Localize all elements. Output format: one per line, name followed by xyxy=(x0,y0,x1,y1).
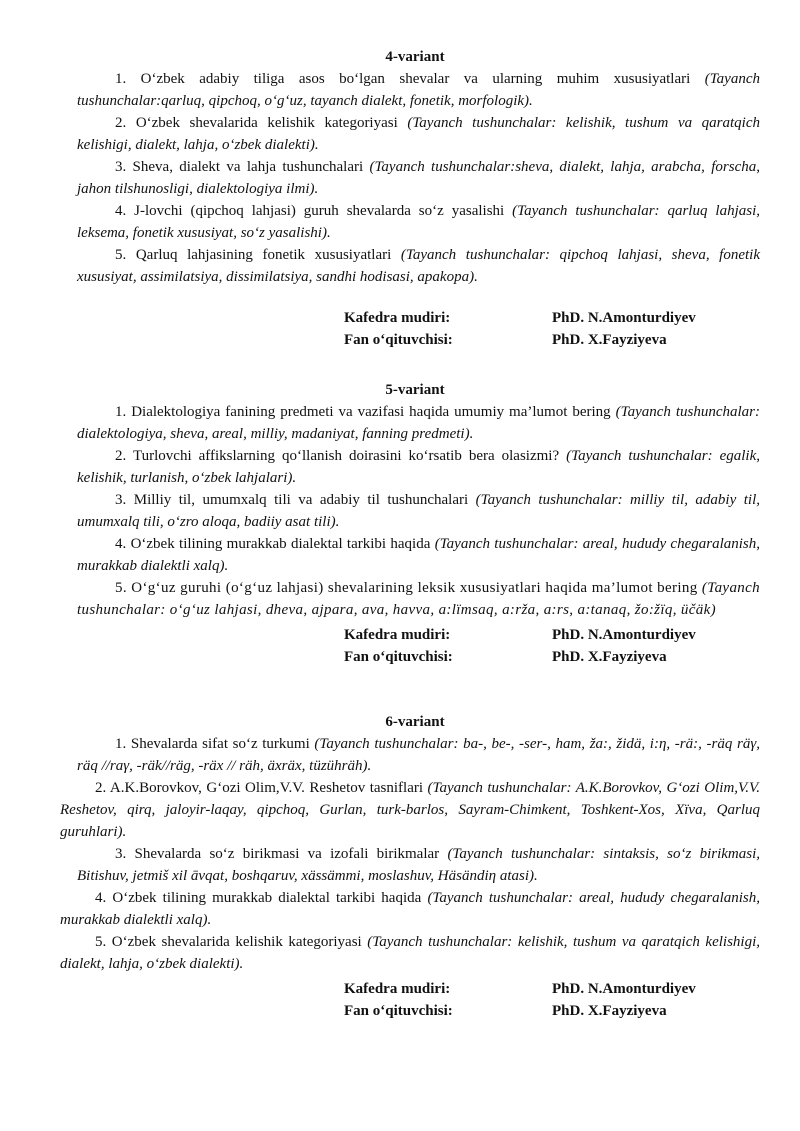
question-item xyxy=(77,401,760,445)
question-item xyxy=(77,577,760,621)
question-text: 1. Shevalarda sifat so‘z turkumi xyxy=(115,736,315,752)
question-item xyxy=(77,244,760,288)
signature-label: Kafedra mudiri: xyxy=(344,627,451,643)
signature-name: PhD. X.Fayziyeva xyxy=(552,1003,667,1019)
question-keywords: (Tayanch tushunchalar: qipchoq lahjasi, sheva, fonetik xususiyat, assimilatsiya, dissimilatsiya, sandhi hodisasi, apakopa). xyxy=(77,247,761,285)
signature-label: Kafedra mudiri: xyxy=(344,310,451,326)
question-keywords: (Tayanch tushunchalar: egalik, kelishik, turlanish, o‘zbek lahjalari). xyxy=(77,448,760,486)
question-keywords: (Tayanch tushunchalar: o‘g‘uz lahjasi, dheva, ajpara, ava, havva, a:lïmsaq, a:rža, a:rs, a:tanaq, žo:žïq, üčäk) xyxy=(77,580,760,618)
signature-block xyxy=(0,307,800,351)
signature-label: Fan o‘qituvchisi: xyxy=(344,332,453,348)
question-keywords: (Tayanch tushunchalar: qarluq lahjasi, leksema, fonetik xususiyat, so‘z yasalishi). xyxy=(77,203,760,241)
question-keywords: (Tayanch tushunchalar: ba-, be-, -ser-, ham, ža:, židä, i:η, -rä:, -räq räγ, räq //raγ, -räk//räg, -räx // räh, äxräx, tüzühräh). xyxy=(77,736,760,774)
variant-title: 5-variant xyxy=(385,382,445,398)
variant-5-section xyxy=(0,379,800,668)
question-keywords: (Tayanch tushunchalar:sheva, dialekt, lahja, arabcha, forscha, jahon tilshunosligi, dialektologiya ilmi). xyxy=(77,159,760,197)
question-text: 5. Qarluq lahjasining fonetik xususiyatlari xyxy=(115,247,401,263)
question-text: 1. O‘zbek adabiy tiliga asos bo‘lgan shevalar va ularning muhim xususiyatlari xyxy=(115,71,705,87)
question-text: 2. Turlovchi affikslarning qo‘llanish doirasini ko‘rsatib bera olasizmi? xyxy=(115,448,567,464)
question-item xyxy=(77,489,760,533)
question-text: 4. O‘zbek tilining murakkab dialektal tarkibi haqida xyxy=(115,536,435,552)
signature-block xyxy=(0,978,800,1022)
question-keywords: (Tayanch tushunchalar: kelishik, tushum va qaratqich kelishigi, dialekt, lahja, o‘zbek dialekti). xyxy=(60,934,761,972)
question-item xyxy=(77,68,760,112)
question-text: 2. O‘zbek shevalarida kelishik kategoriyasi xyxy=(115,115,408,131)
question-item xyxy=(77,843,760,887)
signature-label: Fan o‘qituvchisi: xyxy=(344,1003,453,1019)
question-item xyxy=(77,733,760,777)
signature-row xyxy=(0,978,800,1000)
variant-4-section xyxy=(0,46,800,351)
question-item xyxy=(60,931,760,975)
question-item xyxy=(77,533,760,577)
question-text: 2. A.K.Borovkov, G‘ozi Olim,V.V. Reshetov tasniflari xyxy=(95,780,428,796)
variant-6-section xyxy=(0,711,800,1022)
signature-block xyxy=(0,624,800,668)
question-keywords: (Tayanch tushunchalar: areal, hududy chegaralanish, murakkab dialektli xalq). xyxy=(60,890,760,928)
question-item xyxy=(77,112,760,156)
signature-row xyxy=(0,307,800,329)
signature-row xyxy=(0,1000,800,1022)
variant-title: 6-variant xyxy=(385,714,445,730)
question-text: 3. Milliy til, umumxalq tili va adabiy til tushunchalari xyxy=(115,492,476,508)
signature-name: PhD. N.Amonturdiyev xyxy=(552,310,696,326)
signature-name: PhD. N.Amonturdiyev xyxy=(552,981,696,997)
signature-row xyxy=(0,329,800,351)
question-keywords: (Tayanch tushunchalar: sintaksis, so‘z birikmasi, Bitishuv, jetmiš xil āvqat, boshqaruv, xässämmi, moslashuv, Häsändiη atasi). xyxy=(77,846,760,884)
signature-row xyxy=(0,624,800,646)
question-text: 4. O‘zbek tilining murakkab dialektal tarkibi haqida xyxy=(95,890,428,906)
question-text: 3. Shevalarda so‘z birikmasi va izofali birikmalar xyxy=(115,846,448,862)
signature-name: PhD. X.Fayziyeva xyxy=(552,332,667,348)
question-text: 1. Dialektologiya fanining predmeti va vazifasi haqida umumiy ma’lumot bering xyxy=(115,404,616,420)
question-keywords: (Tayanch tushunchalar: areal, hududy chegaralanish, murakkab dialektli xalq). xyxy=(77,536,760,574)
signature-label: Kafedra mudiri: xyxy=(344,981,451,997)
question-keywords: (Tayanch tushunchalar: kelishik, tushum va qaratqich kelishigi, dialekt, lahja, o‘zbek dialekti). xyxy=(77,115,761,153)
question-item xyxy=(77,156,760,200)
signature-name: PhD. N.Amonturdiyev xyxy=(552,627,696,643)
question-item xyxy=(77,445,760,489)
question-text: 5. O‘zbek shevalarida kelishik kategoriyasi xyxy=(95,934,368,950)
question-item xyxy=(60,887,760,931)
question-text: 4. J-lovchi (qipchoq lahjasi) guruh shevalarda so‘z yasalishi xyxy=(115,203,513,219)
question-keywords: (Tayanch tushunchalar:qarluq, qipchoq, o‘g‘uz, tayanch dialekt, fonetik, morfologik). xyxy=(77,71,760,109)
question-text: 5. O‘g‘uz guruhi (o‘g‘uz lahjasi) shevalarining leksik xususiyatlari haqida ma’lumot bering xyxy=(115,580,702,596)
variant-title: 4-variant xyxy=(385,49,445,65)
signature-label: Fan o‘qituvchisi: xyxy=(344,649,453,665)
question-keywords: (Tayanch tushunchalar: dialektologiya, sheva, areal, milliy, madaniyat, fanning predmeti). xyxy=(77,404,760,442)
question-keywords: (Tayanch tushunchalar: A.K.Borovkov, G‘ozi Olim,V.V. Reshetov, qirq, jaloyir-laqay, qipchoq, Gurlan, turk-barlos, Sayram-Chimkent, Toshkent-Xos, Xïva, Qarluq guruhlari). xyxy=(60,780,760,840)
signature-row xyxy=(0,646,800,668)
question-item xyxy=(77,200,760,244)
signature-name: PhD. X.Fayziyeva xyxy=(552,649,667,665)
question-keywords: (Tayanch tushunchalar: milliy til, adabiy til, umumxalq tili, o‘zro aloqa, badiiy asat tili). xyxy=(77,492,760,530)
question-text: 3. Sheva, dialekt va lahja tushunchalari xyxy=(115,159,370,175)
question-item xyxy=(60,777,760,843)
